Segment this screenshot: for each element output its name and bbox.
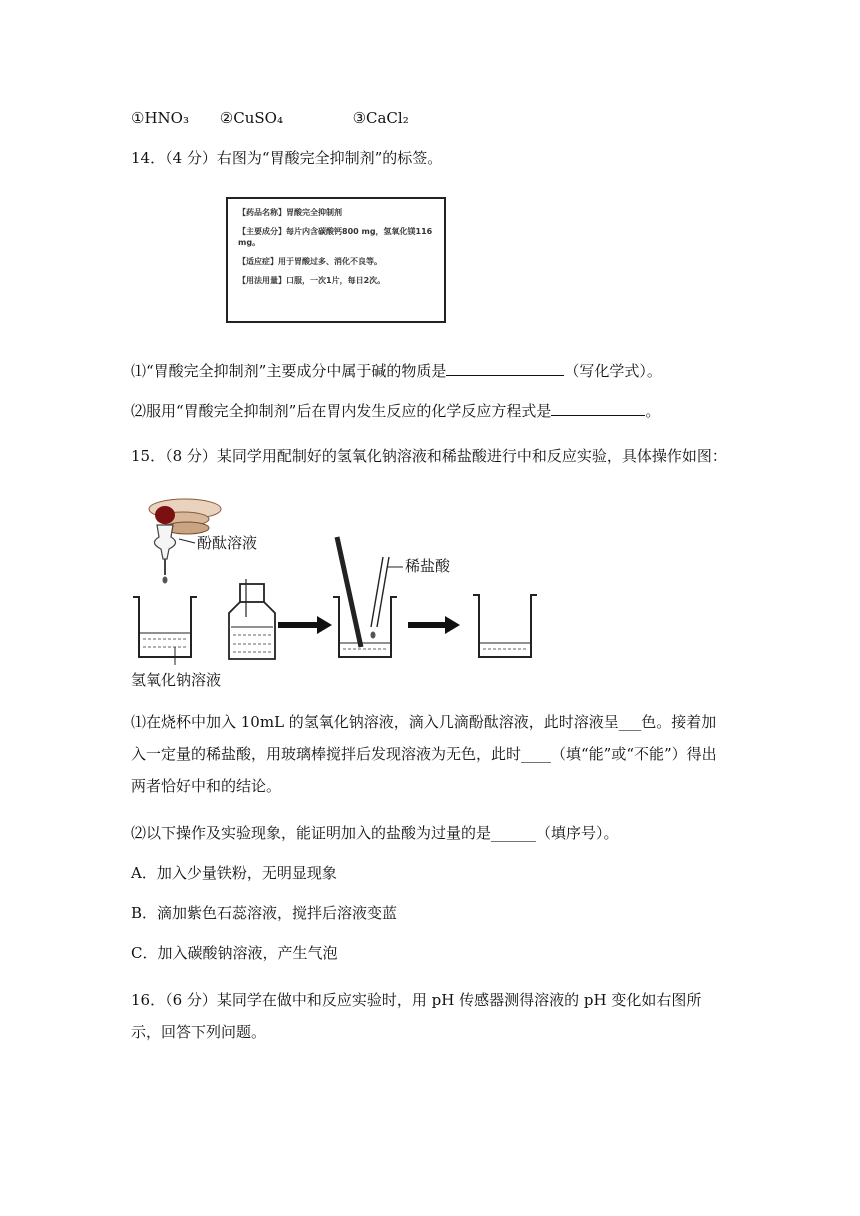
q13-option-1: ①HNO₃: [131, 109, 189, 127]
dropper-icon: [154, 525, 175, 584]
q16-text: 16．（6 分）某同学在做中和反应实验时，用 pH 传感器测得溶液的 pH 变化如右图所示，回答下列问题。: [131, 991, 702, 1041]
q15-title: 15．（8 分）某同学用配制好的氢氧化钠溶液和稀盐酸进行中和反应实验，具体操作如图：: [131, 447, 727, 465]
glass-rod: [337, 537, 361, 647]
label-line-ingredients: 【主要成分】每片内含碳酸钙800 mg，氢氧化镁116 mg。: [238, 227, 433, 247]
label-hcl: 稀盐酸: [405, 557, 451, 575]
neutralization-experiment-figure: [125, 487, 545, 692]
label-line-name: 【药品名称】胃酸完全抑制剂: [238, 208, 342, 217]
medicine-label-figure: [226, 197, 446, 323]
label-line-indications: 【适应症】用于胃酸过多、消化不良等。: [238, 257, 382, 266]
reagent-bottle: [229, 579, 275, 659]
label-line-dosage: 【用法用量】口服，一次1片，每日2次。: [238, 276, 386, 285]
q14-sub1-blank[interactable]: [446, 360, 564, 376]
acid-dropper-icon: [371, 557, 390, 639]
q15-option-c: C．加入碳酸钠溶液，产生气泡: [131, 944, 338, 962]
q15-sub1: ⑴在烧杯中加入 10mL 的氢氧化钠溶液，滴入几滴酚酞溶液，此时溶液呈___色。接着加入一定量的稀盐酸，用玻璃棒搅拌后发现溶液为无色，此时____（填“能”或“不能”）得出两者恰好中和的结论。: [131, 713, 717, 795]
label-naoh: 氢氧化钠溶液: [131, 671, 222, 689]
q15-option-b: B．滴加紫色石蕊溶液，搅拌后溶液变蓝: [131, 904, 398, 922]
beaker-1: [133, 597, 197, 657]
q13-option-3: ③CaCl₂: [352, 109, 409, 127]
q14-sub2-blank[interactable]: [551, 400, 645, 416]
label-phenolphthalein: 酚酞溶液: [197, 534, 258, 552]
arrow-right-icon: [278, 616, 332, 634]
q15-option-a: A．加入少量铁粉，无明显现象: [131, 864, 337, 882]
q14-sub1-suffix: （写化学式）。: [564, 362, 662, 380]
q15-sub2: ⑵以下操作及实验现象，能证明加入的盐酸为过量的是______（填序号）。: [131, 824, 619, 842]
beaker-2: [333, 597, 397, 657]
q14-sub2-text: ⑵服用“胃酸完全抑制剂”后在胃内发生反应的化学反应方程式是: [131, 402, 552, 420]
q14-sub1: [131, 360, 662, 381]
q14-title: 14．（4 分）右图为“胃酸完全抑制剂”的标签。: [131, 149, 443, 167]
q14-sub1-text: ⑴“胃酸完全抑制剂”主要成分中属于碱的物质是: [131, 362, 447, 380]
q13-options: [131, 108, 409, 128]
q14-sub2-suffix: 。: [645, 402, 661, 420]
q14-sub2: [131, 400, 660, 421]
beaker-3: [473, 595, 537, 657]
arrow-right-icon: [408, 616, 460, 634]
q13-option-2: ②CuSO₄: [219, 109, 283, 127]
